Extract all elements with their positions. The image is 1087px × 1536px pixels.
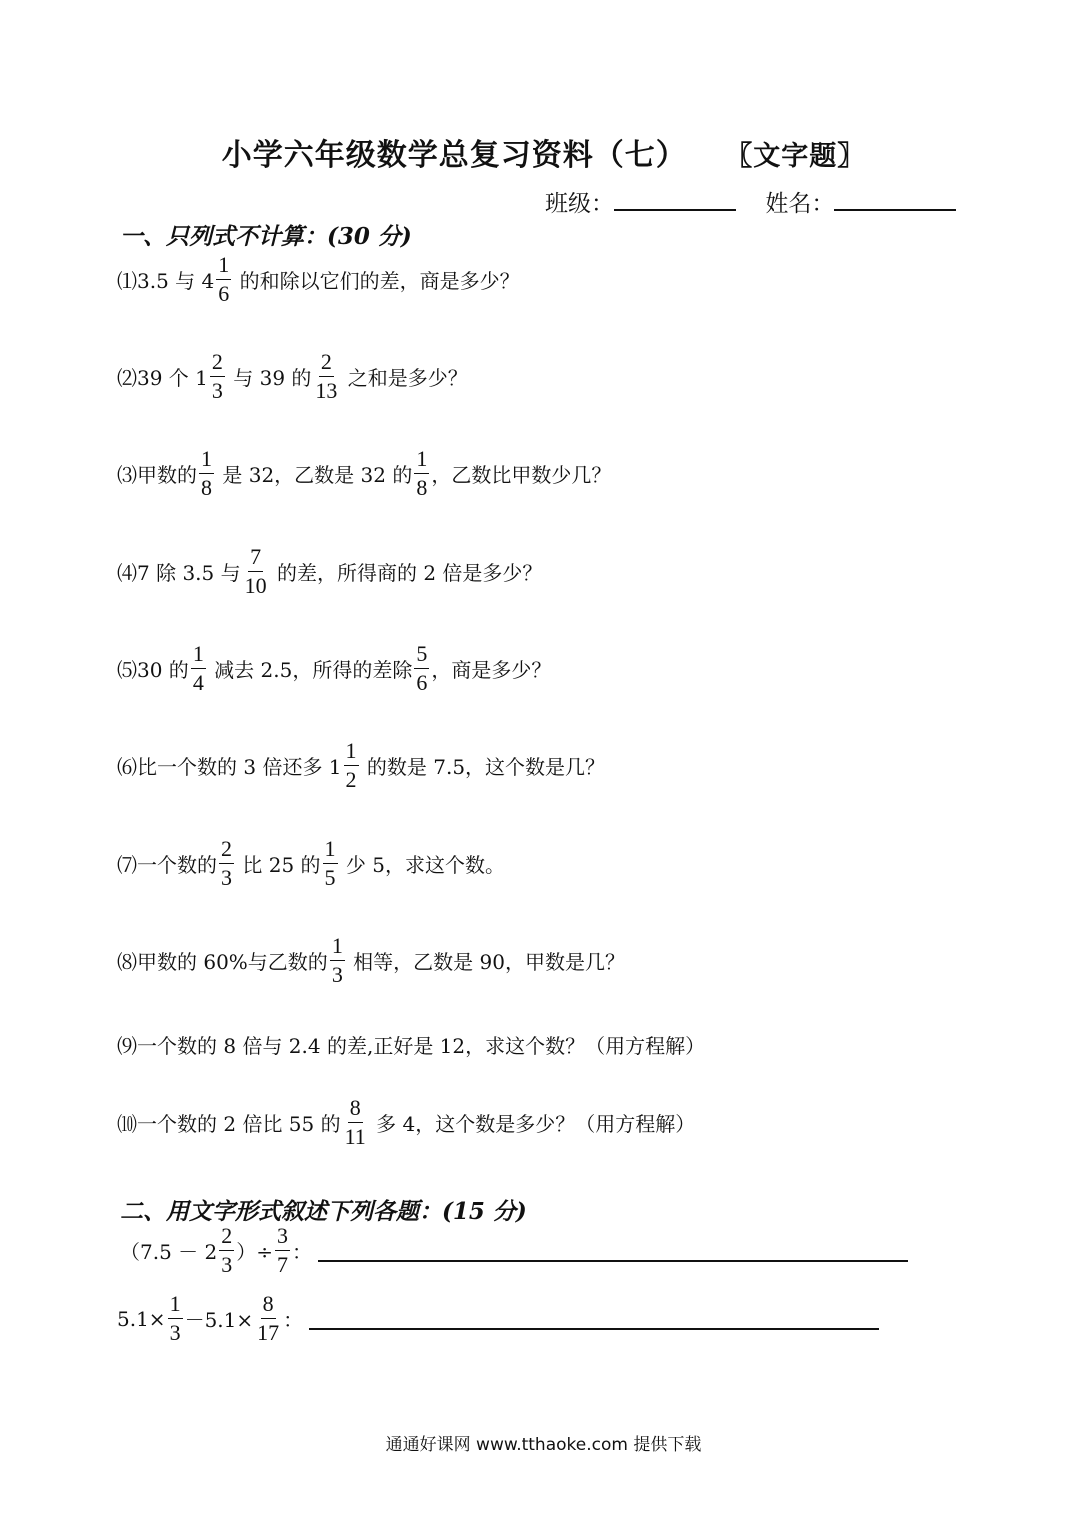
question-6: ⑹比一个数的 3 倍还多 1 $\frac{1}{2}$ 的数是 7.5，这个数是几？ [117,738,606,792]
page-title [0,130,1087,174]
fraction: $\frac{2}{3}$ [221,1223,233,1277]
question-4: ⑷7 除 3.5 与 $\frac{7}{10}$ 的差，所得商的 2 倍是多少？ [117,544,543,598]
footer-credit: 通通好课网 www.tthaoke.com 提供下载 [385,1435,702,1455]
student-info [545,185,978,218]
fraction: $\frac{5}{6}$ [416,641,428,695]
fraction: $\frac{1}{6}$ [218,252,230,306]
fraction: $\frac{2}{3}$ [221,836,232,890]
fraction: $\frac{7}{10}$ [244,544,267,598]
question-8: ⑻甲数的 60%与乙数的 $\frac{1}{3}$ 相等，乙数是 90，甲数是几？ [117,933,625,987]
fraction: $\frac{1}{4}$ [192,641,204,695]
question-1: ⑴3.5 与 4 $\frac{1}{6}$ 的和除以它们的差，商是多少？ [117,252,520,306]
fraction: $\frac{8}{11}$ [344,1095,366,1149]
fraction: $\frac{1}{5}$ [324,836,336,890]
class-blank[interactable] [614,187,736,211]
class-label: 班级： [545,191,614,217]
expression-1: （7.5 － 2 $\frac{2}{3}$ ）÷ $\frac{3}{7}$ ： [120,1225,908,1276]
fraction: $\frac{3}{7}$ [277,1223,289,1277]
fraction: $\frac{1}{3}$ [169,1291,181,1345]
fraction: $\frac{1}{8}$ [201,446,212,500]
question-2: ⑵39 个 1 $\frac{2}{3}$ 与 39 的 $\frac{2}{13}$ 之和是多少？ [117,349,468,403]
expression-2: 5.1× $\frac{1}{3}$ －5.1× $\frac{8}{17}$ ： [117,1293,879,1344]
question-5: ⑸30 的 $\frac{1}{4}$ 减去 2.5，所得的差除 $\frac{5}{6}$ ，商是多少？ [117,641,552,695]
fraction: $\frac{2}{3}$ [211,349,223,403]
section1-heading: 一、只列式不计算：(30 分) [120,223,412,250]
question-10: ⑽一个数的 2 倍比 55 的 $\frac{8}{11}$ 多 4，这个数是多少？（用方程解） [117,1095,696,1149]
question-3: ⑶甲数的 $\frac{1}{8}$ 是 32，乙数是 32 的 $\frac{1}{8}$ ，乙数比甲数少几？ [117,446,612,500]
fraction: $\frac{8}{17}$ [257,1291,280,1345]
title-tag: 〖文字题〗 [738,141,866,172]
name-label: 姓名： [765,191,835,217]
answer-line-2[interactable] [309,1326,879,1330]
question-9: ⑼一个数的 8 倍与 2.4 的差,正好是 12，求这个数？（用方程解） [117,1034,706,1058]
fraction: $\frac{1}{3}$ [331,933,343,987]
name-blank[interactable] [834,187,956,211]
section2-heading: 二、用文字形式叙述下列各题：(15 分) [120,1198,527,1225]
fraction: $\frac{1}{2}$ [345,738,357,792]
answer-line-1[interactable] [318,1258,908,1262]
fraction: $\frac{1}{8}$ [416,446,428,500]
question-7: ⑺一个数的 $\frac{2}{3}$ 比 25 的 $\frac{1}{5}$ 少 5，求这个数。 [117,836,505,890]
title-text: 小学六年级数学总复习资料（七） [221,138,687,173]
fraction: $\frac{2}{13}$ [315,349,338,403]
